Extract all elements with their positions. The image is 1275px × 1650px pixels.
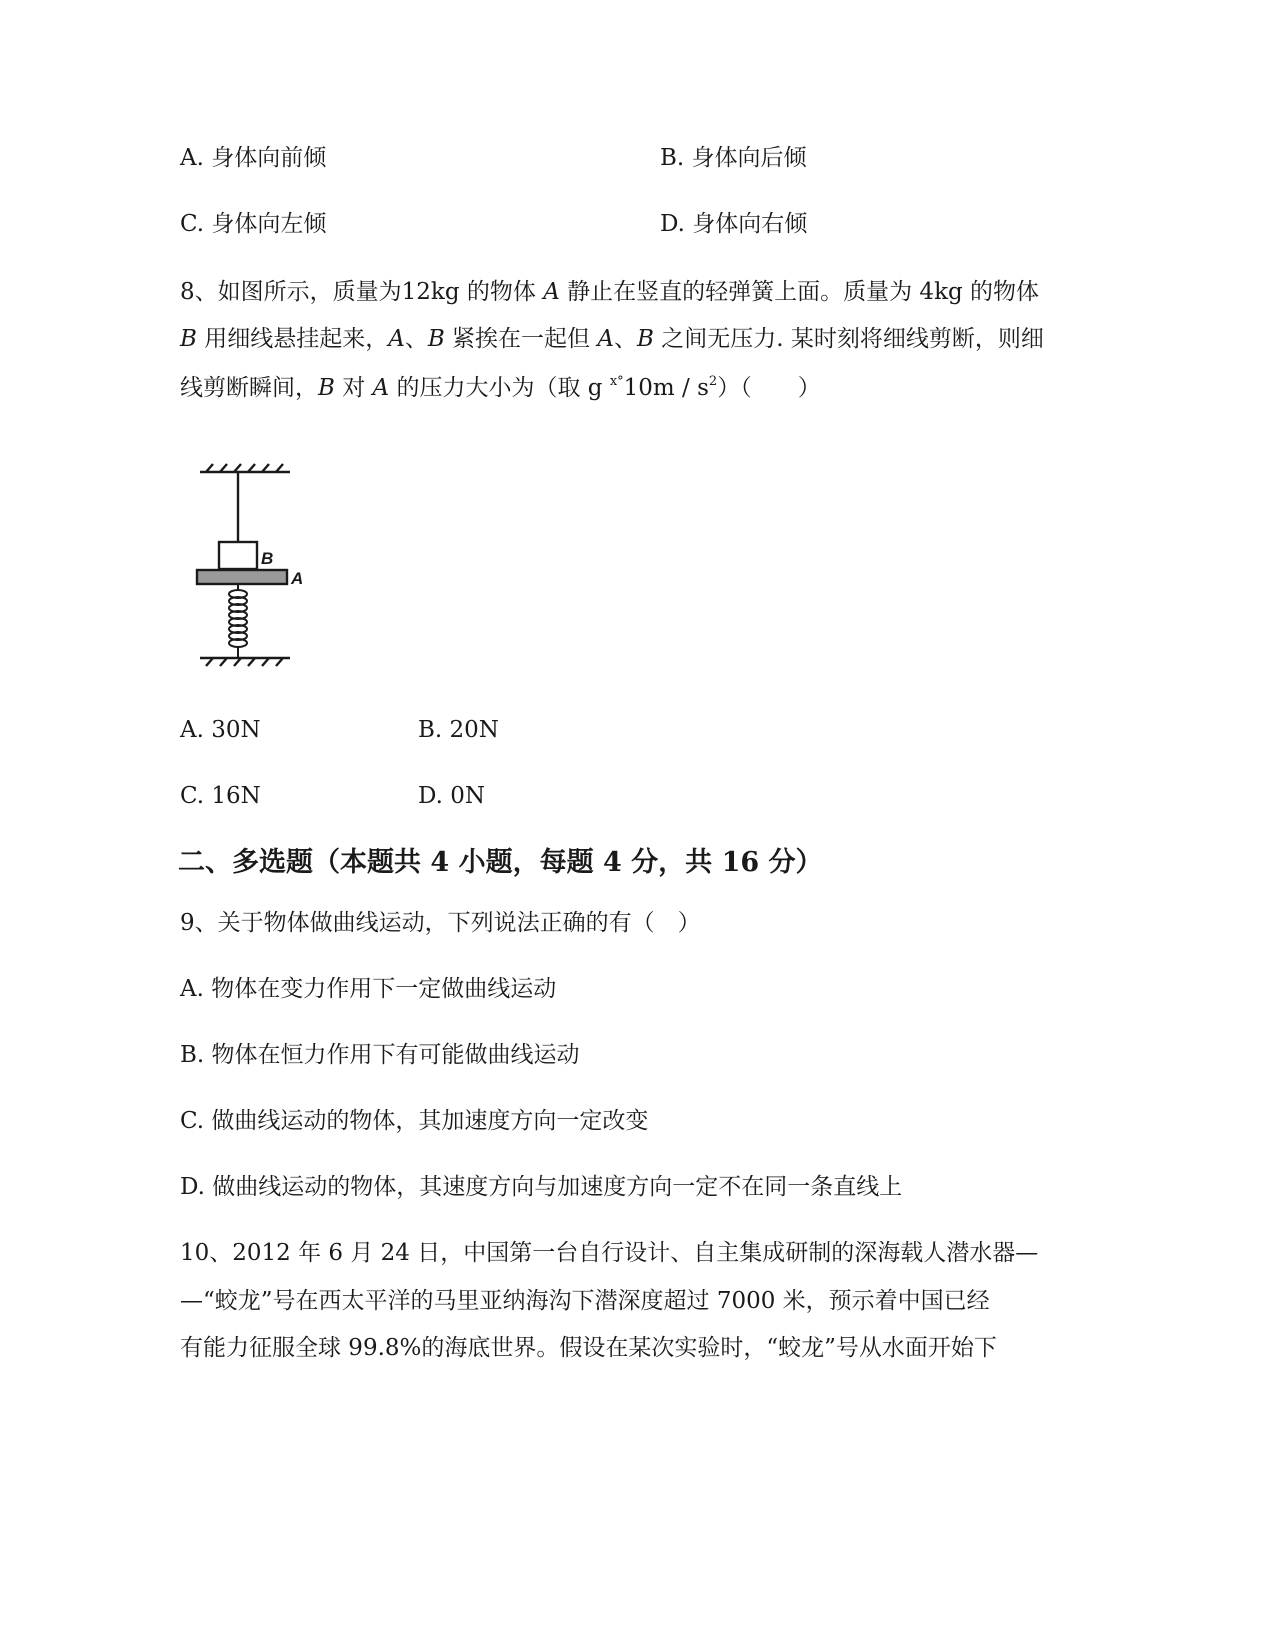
q8-stem-line-1: 8、如图所示，质量为12kg 的物体 A 静止在竖直的轻弹簧上面。质量为 4kg 的物体 — [180, 279, 1040, 305]
q9-stem: 9、关于物体做曲线运动，下列说法正确的有（ ） — [180, 910, 701, 936]
spring — [229, 584, 247, 658]
label-b: B — [261, 549, 274, 568]
block-b — [219, 542, 257, 569]
q8-stem-line-3: 线剪断瞬间，B 对 A 的压力大小为（取 g $^{x^\circ}10m / s^2$）（ ） — [180, 374, 821, 401]
ground-hatch — [206, 658, 283, 666]
q10-line-1: 10、2012 年 6 月 24 日，中国第一台自行设计、自主集成研制的深海载人潜水器— — [180, 1240, 1039, 1266]
q7-option-d: D. 身体向右倾 — [660, 211, 808, 237]
q9-option-a: A. 物体在变力作用下一定做曲线运动 — [180, 976, 557, 1002]
q8-option-c: C. 16N — [180, 783, 261, 809]
q9-option-d: D. 做曲线运动的物体，其速度方向与加速度方向一定不在同一条直线上 — [180, 1174, 903, 1200]
block-a — [197, 570, 287, 584]
q9-option-b: B. 物体在恒力作用下有可能做曲线运动 — [180, 1042, 580, 1068]
q7-option-b: B. 身体向后倾 — [660, 145, 807, 171]
q9-option-c: C. 做曲线运动的物体，其加速度方向一定改变 — [180, 1108, 649, 1134]
q8-option-a: A. 30N — [180, 717, 261, 743]
ceiling-hatch — [206, 464, 283, 472]
q10-line-3: 有能力征服全球 99.8%的海底世界。假设在某次实验时，“蛟龙”号从水面开始下 — [180, 1335, 997, 1361]
spring-block-figure — [190, 460, 330, 670]
q10-line-2: —“蛟龙”号在西太平洋的马里亚纳海沟下潜深度超过 7000 米，预示着中国已经 — [180, 1288, 990, 1314]
q7-option-a: A. 身体向前倾 — [180, 145, 327, 171]
label-a: A — [291, 569, 304, 588]
q8-option-d: D. 0N — [418, 783, 486, 809]
q8-option-b: B. 20N — [418, 717, 499, 743]
q7-option-c: C. 身体向左倾 — [180, 211, 327, 237]
section-heading: 二、多选题（本题共 4 小题，每题 4 分，共 16 分） — [178, 847, 823, 878]
q8-stem-line-2: B 用细线悬挂起来，A、B 紧挨在一起但 A、B 之间无压力. 某时刻将细线剪断，则细 — [180, 326, 1044, 352]
